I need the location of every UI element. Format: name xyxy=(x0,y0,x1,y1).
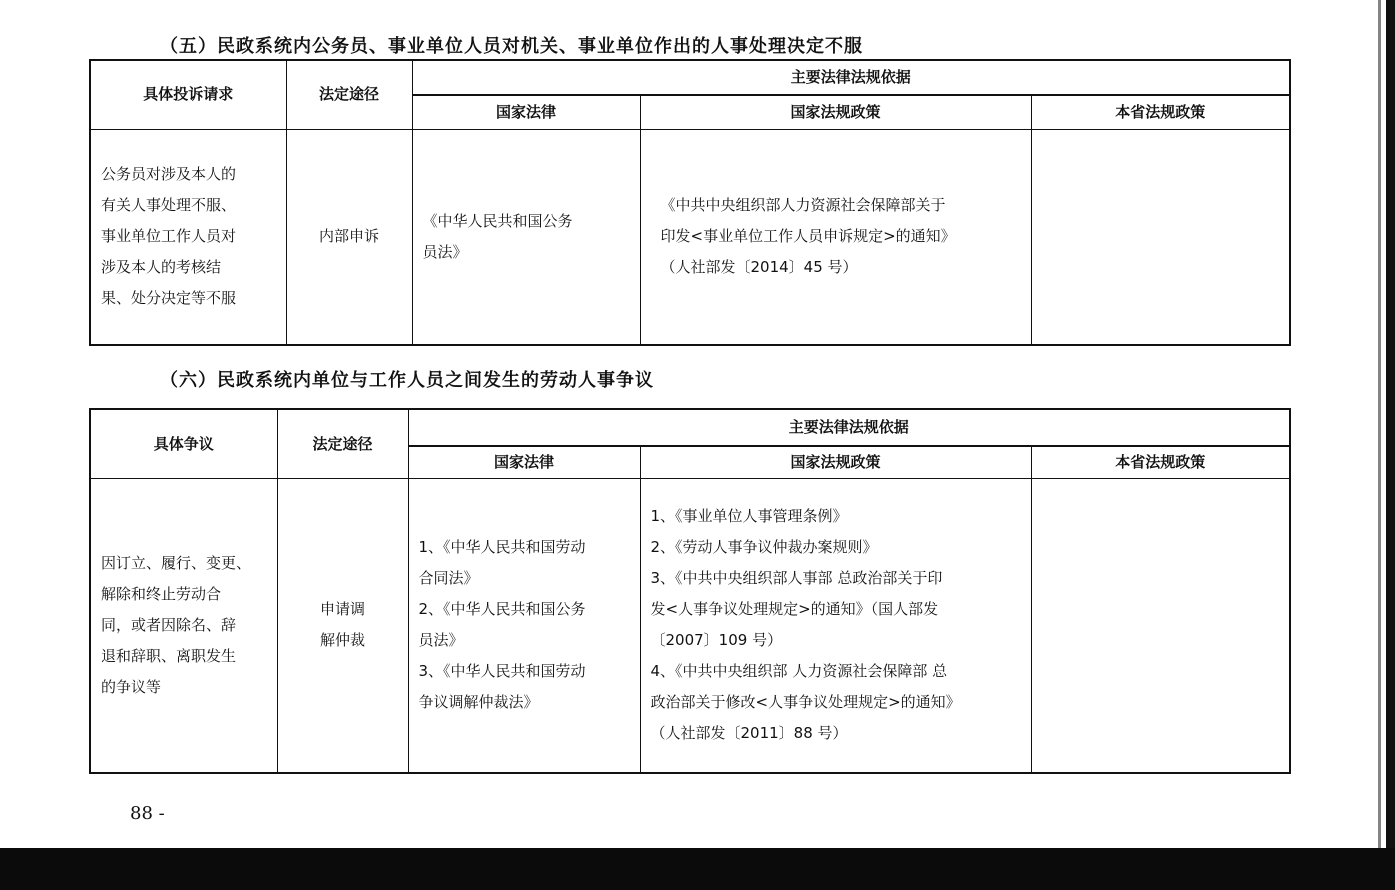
text-line: 申请调 xyxy=(319,600,365,619)
request-cell xyxy=(90,129,286,345)
text-line: 有关人事处理不服、 xyxy=(101,196,237,215)
text-line: 的争议等 xyxy=(101,677,162,696)
header-dispute: 具体争议 xyxy=(90,409,277,479)
text-line: 涉及本人的考核结 xyxy=(101,258,222,277)
text-line: 争议调解仲裁法》 xyxy=(418,693,539,712)
scan-edge-shadow xyxy=(1378,0,1381,848)
header-basis: 主要法律法规依据 xyxy=(412,60,1290,95)
header-provincial-policy: 本省法规政策 xyxy=(1031,95,1290,129)
text-line: 同，或者因除名、辞 xyxy=(101,615,237,634)
text-line: 印发<事业单位工作人员申诉规定>的通知》 xyxy=(660,227,956,246)
route-cell xyxy=(277,479,408,773)
provincial-policy-cell xyxy=(1031,129,1290,345)
text-line: 1、《中华人民共和国劳动 xyxy=(418,538,586,557)
text-line: 2、《劳动人事争议仲裁办案规则》 xyxy=(650,538,878,557)
section6-table xyxy=(89,408,1291,774)
text-line: 员法》 xyxy=(422,242,468,261)
text-line: 果、处分决定等不服 xyxy=(101,289,237,308)
national-policy-cell xyxy=(640,129,1031,345)
header-national-law: 国家法律 xyxy=(412,95,640,129)
text-line: 〔2007〕109 号） xyxy=(650,631,783,650)
dispute-cell xyxy=(90,479,277,773)
text-line: 员法》 xyxy=(418,631,464,650)
text-line: （人社部发〔2011〕88 号） xyxy=(650,724,848,743)
text-line: （人社部发〔2014〕45 号） xyxy=(660,258,858,277)
text-line: 《中共中央组织部人力资源社会保障部关于 xyxy=(660,196,946,215)
text-line: 解仲裁 xyxy=(319,631,365,650)
header-national-policy: 国家法规政策 xyxy=(640,95,1031,129)
scan-edge-right xyxy=(1386,0,1395,848)
national-law-cell xyxy=(408,479,640,773)
text-line: 4、《中共中央组织部 人力资源社会保障部 总 xyxy=(650,662,948,681)
text-line: 3、《中共中央组织部人事部 总政治部关于印 xyxy=(650,569,943,588)
header-route: 法定途径 xyxy=(277,409,408,479)
header-route: 法定途径 xyxy=(286,60,412,129)
header-basis: 主要法律法规依据 xyxy=(408,409,1290,446)
header-national-policy: 国家法规政策 xyxy=(640,446,1031,479)
header-request: 具体投诉请求 xyxy=(90,60,286,129)
header-provincial-policy: 本省法规政策 xyxy=(1031,446,1290,479)
text-line: 因订立、履行、变更、 xyxy=(101,553,252,572)
header-national-law: 国家法律 xyxy=(408,446,640,479)
national-policy-cell xyxy=(640,479,1031,773)
text-line: 2、《中华人民共和国公务 xyxy=(418,600,586,619)
section5-table xyxy=(89,59,1291,346)
page-number: 88 - xyxy=(130,803,165,824)
text-line: 退和辞职、离职发生 xyxy=(101,646,237,665)
scan-bottom-band xyxy=(0,848,1395,890)
text-line: 解除和终止劳动合 xyxy=(101,584,222,603)
national-law-cell xyxy=(412,129,640,345)
text-line: 公务员对涉及本人的 xyxy=(101,165,237,184)
text-line: 发<人事争议处理规定>的通知》（国人部发 xyxy=(650,600,939,619)
text-line: 3、《中华人民共和国劳动 xyxy=(418,662,586,681)
text-line: 1、《事业单位人事管理条例》 xyxy=(650,507,848,526)
text-line: 事业单位工作人员对 xyxy=(101,227,237,246)
text-line: 政治部关于修改<人事争议处理规定>的通知》 xyxy=(650,693,961,712)
text-line: 《中华人民共和国公务 xyxy=(422,211,573,230)
provincial-policy-cell xyxy=(1031,479,1290,773)
route-cell: 内部申诉 xyxy=(286,129,412,345)
section6-heading: （六）民政系统内单位与工作人员之间发生的劳动人事争议 xyxy=(160,370,654,391)
text-line: 合同法》 xyxy=(418,569,479,588)
section5-heading: （五）民政系统内公务员、事业单位人员对机关、事业单位作出的人事处理决定不服 xyxy=(160,36,863,57)
